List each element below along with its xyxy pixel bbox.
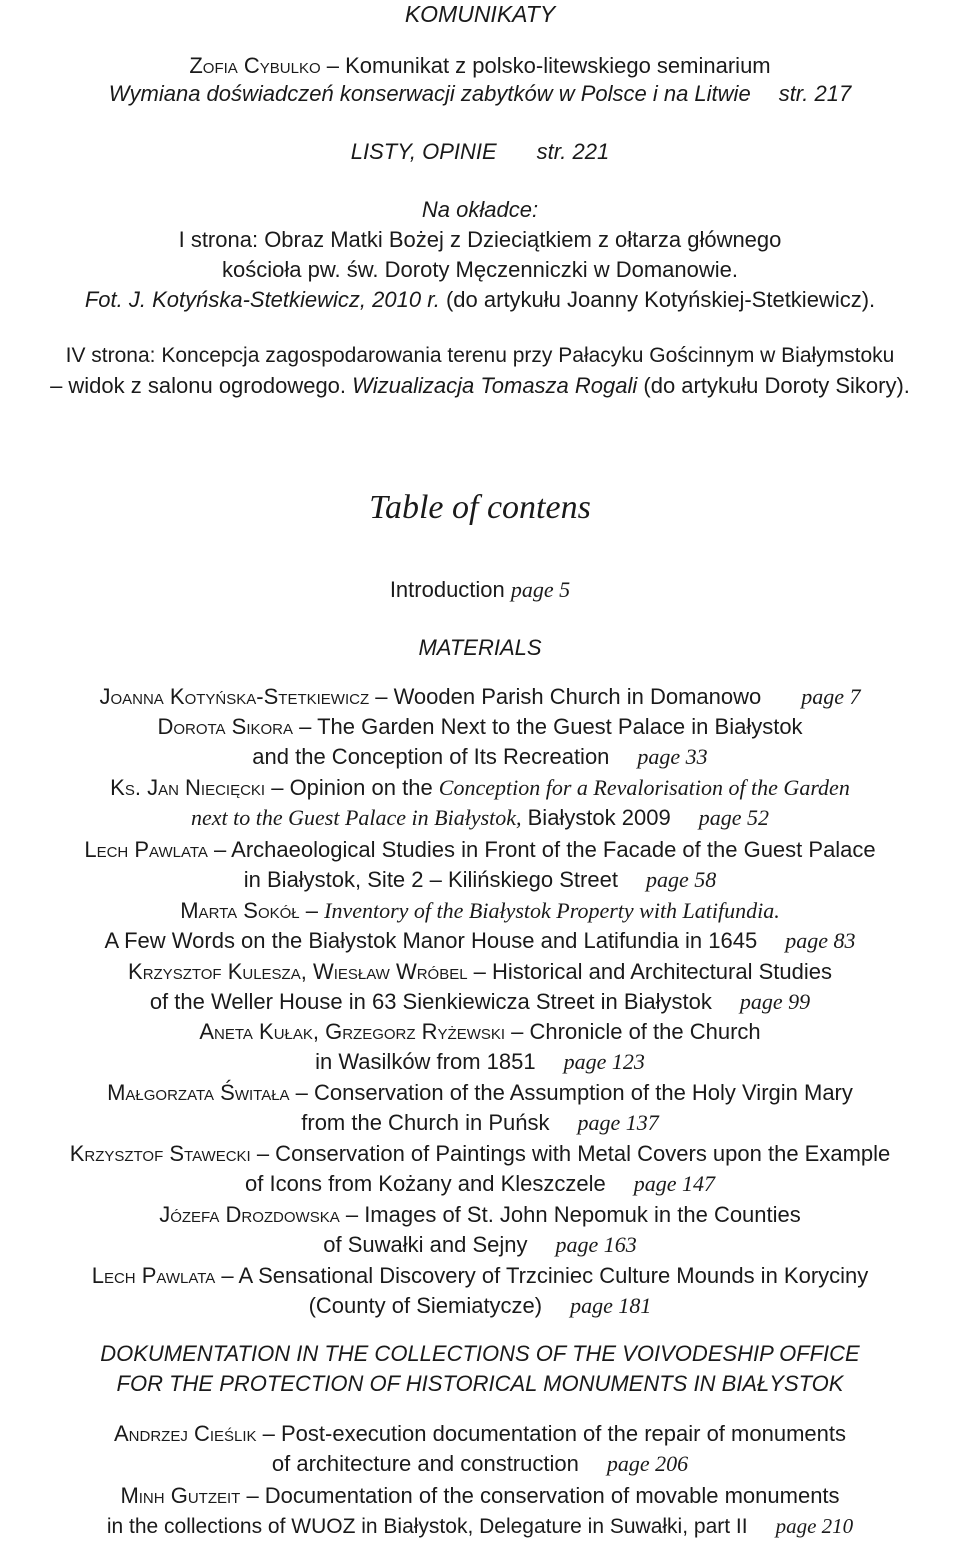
toc-entry-11-cont <box>0 1450 960 1478</box>
toc-entry-page: page 147 <box>633 1171 715 1196</box>
listy-line <box>0 138 960 166</box>
toc-entry-title: – <box>299 898 325 923</box>
toc-entry-page: page 33 <box>637 744 708 769</box>
entry-subtitle: Wymiana doświadczeń konserwacji zabytków w Polsce i na Litwie <box>108 81 751 106</box>
toc-entry-11 <box>0 1420 960 1448</box>
toc-entry-page: page 210 <box>775 1514 854 1538</box>
toc-entry-page: page 137 <box>577 1110 659 1135</box>
toc-entry-5-cont <box>0 988 960 1016</box>
toc-entry-4 <box>0 897 960 925</box>
toc-entry-8-cont <box>0 1170 960 1198</box>
toc-entry-page: page 58 <box>645 867 717 892</box>
toc-entry-page: page 52 <box>698 805 769 830</box>
toc-materials-heading: MATERIALS <box>418 635 542 660</box>
toc-entry-12-cont <box>0 1512 960 1541</box>
toc-entry-10 <box>0 1262 960 1290</box>
toc-entry-6 <box>0 1018 960 1046</box>
toc-entry-title-cont: and the Conception of Its Recreation <box>252 744 610 769</box>
toc-entry-title-cont: in Białystok, Site 2 – Kilińskiego Street <box>243 867 618 892</box>
cover-photo-credit: Fot. J. Kotyńska-Stetkiewicz, 2010 r. <box>84 287 440 312</box>
toc-title: Table of contens <box>369 489 591 526</box>
toc-entry-title: – Wooden Parish Church in Domanowo <box>369 684 762 709</box>
toc-entry-author: Aneta Kułak, Grzegorz Ryżewski <box>199 1019 506 1044</box>
toc-entry-1 <box>0 713 960 741</box>
toc-entry-author: Lech Pawlata <box>91 1263 216 1288</box>
cover-back-line2 <box>0 372 960 400</box>
toc-entry-title-cont: of the Weller House in 63 Sienkiewicza Street in Białystok <box>149 989 712 1014</box>
toc-entry-title: – Conservation of the Assumption of the Holy Virgin Mary <box>289 1080 853 1105</box>
toc-entry-author: Józefa Drozdowska <box>159 1202 340 1227</box>
toc-entry-title: – Chronicle of the Church <box>505 1019 761 1044</box>
toc-entry-title-cont: in the collections of WUOZ in Białystok, Delegature in Suwałki, part II <box>106 1515 748 1538</box>
toc-entry-3-cont <box>0 866 960 894</box>
toc-entry-author: Andrzej Cieślik <box>114 1421 257 1446</box>
cover-back-line1: IV strona: Koncepcja zagospodarowania terenu przy Pałacyku Gościnnym w Białymstoku <box>65 344 895 367</box>
cover-back-desc: – widok z salonu ogrodowego. <box>50 373 347 398</box>
toc-entry-title: – Historical and Architectural Studies <box>467 959 832 984</box>
toc-entry-author: Krzysztof Stawecki <box>69 1141 251 1166</box>
toc-entry-7 <box>0 1079 960 1107</box>
listy-page: str. 221 <box>536 139 610 164</box>
toc-entry-title-cont: of Suwałki and Sejny <box>323 1232 528 1257</box>
toc-documentation-heading-2: FOR THE PROTECTION OF HISTORICAL MONUMENTS IN BIAŁYSTOK <box>116 1371 844 1396</box>
toc-entry-9 <box>0 1201 960 1229</box>
toc-entry-1-cont <box>0 743 960 771</box>
cover-back-ref: (do artykułu Doroty Sikory). <box>643 373 910 398</box>
toc-entry-6-cont <box>0 1048 960 1076</box>
toc-entry-title: – A Sensational Discovery of Trzciniec Culture Mounds in Koryciny <box>215 1263 869 1288</box>
toc-entry-title-italic: Conception for a Revalorisation of the Garden <box>438 775 850 800</box>
toc-entry-5 <box>0 958 960 986</box>
toc-entry-10-cont <box>0 1292 960 1320</box>
toc-entry-author: Joanna Kotyńska-Stetkiewicz <box>99 684 370 709</box>
toc-entry-7-cont <box>0 1109 960 1137</box>
toc-entry-4-cont <box>0 927 960 955</box>
toc-entry-title: – The Garden Next to the Guest Palace in Białystok <box>293 714 803 739</box>
toc-entry-title: – Post-execution documentation of the repair of monuments <box>256 1421 846 1446</box>
toc-entry-title: – Opinion on the <box>265 775 439 800</box>
toc-entry-author: Ks. Jan Niecięcki <box>110 775 266 800</box>
toc-entry-0 <box>0 683 960 711</box>
toc-entry-title-cont: Białystok 2009 <box>521 805 671 830</box>
toc-entry-page: page 123 <box>563 1049 645 1074</box>
toc-intro-page: page 5 <box>510 577 571 602</box>
toc-entry-9-cont <box>0 1231 960 1259</box>
toc-entry-title: – Archaeological Studies in Front of the Facade of the Guest Palace <box>207 837 876 862</box>
komunikaty-entry-line2 <box>0 80 960 108</box>
cover-heading: Na okładce: <box>421 197 539 222</box>
cover-front-line1: I strona: Obraz Matki Bożej z Dzieciątkiem z ołtarza głównego <box>178 227 782 252</box>
toc-entry-page: page 206 <box>606 1451 689 1476</box>
cover-front-line3 <box>0 286 960 314</box>
entry-author: Zofia Cybulko <box>189 53 321 78</box>
toc-entry-page: page 181 <box>570 1293 652 1318</box>
entry-page: str. 217 <box>778 81 852 106</box>
listy-label: LISTY, OPINIE <box>350 139 497 164</box>
toc-entry-title-cont: (County of Siemiatycze) <box>308 1293 543 1318</box>
toc-entry-title-italic-cont: next to the Guest Palace in Białystok, <box>191 805 522 830</box>
toc-entry-2 <box>0 774 960 802</box>
toc-entry-author: Krzysztof Kulesza, Wiesław Wróbel <box>128 959 468 984</box>
toc-entry-author: Lech Pawlata <box>84 837 208 862</box>
toc-entry-title-cont: of Icons from Kożany and Kleszczele <box>245 1171 606 1196</box>
toc-entry-title-cont: A Few Words on the Białystok Manor House and Latifundia in 1645 <box>104 928 758 953</box>
toc-entry-page: page 99 <box>739 989 811 1014</box>
toc-entry-author: Dorota Sikora <box>157 714 294 739</box>
toc-entry-title: – Images of St. John Nepomuk in the Counties <box>339 1202 801 1227</box>
cover-front-line2: kościoła pw. św. Doroty Męczenniczki w Domanowie. <box>222 257 738 282</box>
komunikaty-heading: KOMUNIKATY <box>404 1 556 27</box>
toc-entry-8 <box>0 1140 960 1168</box>
toc-entry-page: page 7 <box>801 684 861 709</box>
toc-entry-title: – Conservation of Paintings with Metal Covers upon the Example <box>250 1141 891 1166</box>
entry-title: – Komunikat z polsko-litewskiego seminarium <box>326 53 771 78</box>
toc-entry-12 <box>0 1482 960 1510</box>
toc-entry-author: Minh Gutzeit <box>120 1483 241 1508</box>
toc-entry-title-cont: in Wasilków from 1851 <box>315 1049 536 1074</box>
toc-entry-author: Marta Sokół <box>180 898 300 923</box>
toc-entry-2-cont <box>0 804 960 832</box>
toc-entry-page: page 163 <box>555 1232 637 1257</box>
toc-intro-label: Introduction <box>389 577 505 602</box>
toc-entry-author: Małgorzata Świtała <box>107 1080 290 1105</box>
cover-visualisation-credit: Wizualizacja Tomasza Rogali <box>352 373 638 398</box>
toc-entry-title-cont: from the Church in Puńsk <box>301 1110 550 1135</box>
toc-entry-page: page 83 <box>785 928 856 953</box>
toc-entry-title: – Documentation of the conservation of movable monuments <box>240 1483 840 1508</box>
toc-intro-line <box>0 576 960 604</box>
toc-entry-title-cont: of architecture and construction <box>271 1451 579 1476</box>
komunikaty-entry-line1 <box>0 52 960 80</box>
toc-entry-title-italic: Inventory of the Białystok Property with Latifundia. <box>324 898 780 923</box>
toc-documentation-heading-1: DOKUMENTATION IN THE COLLECTIONS OF THE VOIVODESHIP OFFICE <box>100 1341 860 1366</box>
cover-front-ref: (do artykułu Joanny Kotyńskiej-Stetkiewicz). <box>445 287 876 312</box>
toc-entry-3 <box>0 836 960 864</box>
